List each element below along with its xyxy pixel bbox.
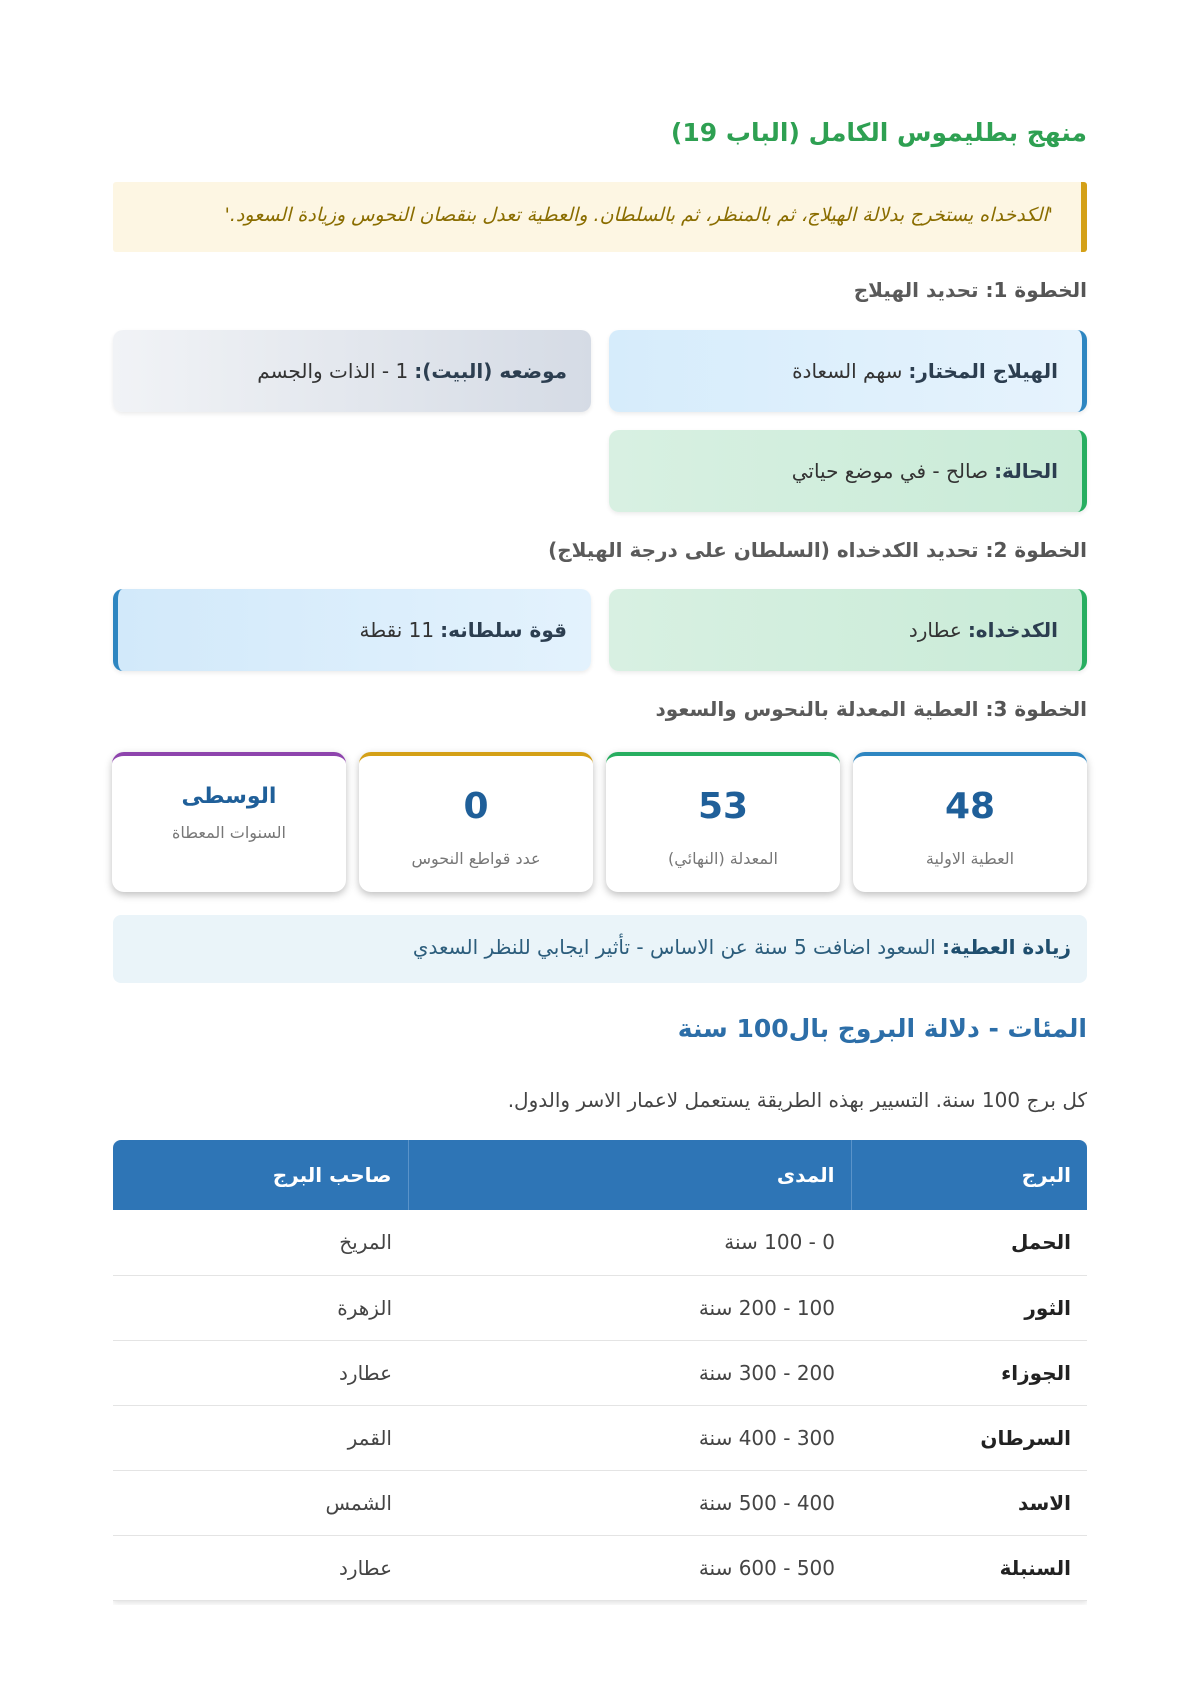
stat-caption: عدد قواطع النحوس xyxy=(411,849,541,868)
ruler-cell: القمر xyxy=(113,1405,408,1470)
sign-cell: الحمل xyxy=(851,1210,1087,1275)
range-cell: 500 - 600 سنة xyxy=(408,1535,851,1600)
gift-increase-note xyxy=(113,915,1087,983)
house-value: 1 - الذات والجسم xyxy=(257,359,409,383)
stat-initial-gift xyxy=(853,752,1087,892)
status-card xyxy=(609,430,1087,512)
kadkhudah-card xyxy=(609,589,1087,671)
table-row xyxy=(113,1210,1087,1275)
sign-cell: الثور xyxy=(851,1275,1087,1340)
house-label: موضعه (البيت): xyxy=(414,359,567,383)
power-label: قوة سلطانه: xyxy=(440,618,567,642)
step-label: الخطوة 3: xyxy=(985,697,1087,721)
stat-malefic-cutters xyxy=(359,752,593,892)
stat-caption: المعدلة (النهائي) xyxy=(668,849,778,868)
ruler-cell: عطارد xyxy=(113,1535,408,1600)
sign-cell: السنبلة xyxy=(851,1535,1087,1600)
stat-value: 53 xyxy=(697,786,749,827)
power-card xyxy=(113,589,591,671)
sign-cell: السرطان xyxy=(851,1405,1087,1470)
stat-value: 0 xyxy=(463,786,489,827)
step-text: العطية المعدلة بالنحوس والسعود xyxy=(655,697,979,721)
section-title: المئات - دلالة البروج بال100 سنة xyxy=(677,1014,1087,1043)
status-label: الحالة: xyxy=(994,459,1058,483)
step-text: تحديد الهيلاج xyxy=(853,278,979,302)
ruler-cell: عطارد xyxy=(113,1340,408,1405)
step-2-heading xyxy=(548,538,1087,562)
stat-value: الوسطى xyxy=(181,784,277,809)
range-cell: 200 - 300 سنة xyxy=(408,1340,851,1405)
status-value: صالح - في موضع حياتي xyxy=(791,459,989,483)
step-label: الخطوة 1: xyxy=(985,278,1087,302)
table-row xyxy=(113,1340,1087,1405)
range-cell: 100 - 200 سنة xyxy=(408,1275,851,1340)
page-title: منهج بطليموس الكامل (الباب 19) xyxy=(670,118,1087,147)
kadkhudah-value: عطارد xyxy=(908,618,962,642)
stat-caption: العطية الاولية xyxy=(925,849,1015,868)
section-paragraph: كل برج 100 سنة. التسيير بهذه الطريقة يستعمل لاعمار الاسر والدول. xyxy=(507,1088,1087,1112)
step-text: تحديد الكدخداه (السلطان على درجة الهيلاج) xyxy=(548,538,979,562)
step-3-heading xyxy=(655,697,1087,721)
signs-table xyxy=(113,1140,1087,1601)
note-text: السعود اضافت 5 سنة عن الاساس - تأثير ايجابي للنظر السعدي xyxy=(412,935,936,959)
ruler-cell: المريخ xyxy=(113,1210,408,1275)
ruler-cell: الشمس xyxy=(113,1470,408,1535)
range-cell: 300 - 400 سنة xyxy=(408,1405,851,1470)
hyleg-value: سهم السعادة xyxy=(792,359,903,383)
signs-table-wrapper xyxy=(113,1140,1087,1605)
step-label: الخطوة 2: xyxy=(985,538,1087,562)
stat-final-gift xyxy=(606,752,840,892)
column-header: البرج xyxy=(851,1140,1087,1210)
step-1-heading xyxy=(854,278,1087,302)
hyleg-card xyxy=(609,330,1087,412)
range-cell: 0 - 100 سنة xyxy=(408,1210,851,1275)
sign-cell: الجوزاء xyxy=(851,1340,1087,1405)
column-header: المدى xyxy=(408,1140,851,1210)
note-label: زيادة العطية: xyxy=(942,935,1071,959)
quote-block: 'الكدخداه يستخرج بدلالة الهيلاج، ثم بالمنظر، ثم بالسلطان. والعطية تعدل بنقصان النحوس وزيادة السعود.' xyxy=(113,182,1087,252)
table-row xyxy=(113,1405,1087,1470)
ruler-cell: الزهرة xyxy=(113,1275,408,1340)
table-row xyxy=(113,1535,1087,1600)
sign-cell: الاسد xyxy=(851,1470,1087,1535)
power-value: 11 نقطة xyxy=(359,618,435,642)
range-cell: 400 - 500 سنة xyxy=(408,1470,851,1535)
stat-caption: السنوات المعطاة xyxy=(172,823,286,842)
kadkhudah-label: الكدخداه: xyxy=(967,618,1058,642)
stat-value: 48 xyxy=(944,786,996,827)
stat-years-given xyxy=(112,752,346,892)
house-card xyxy=(113,330,591,412)
table-header-row xyxy=(113,1140,1087,1210)
column-header: صاحب البرج xyxy=(113,1140,408,1210)
table-row xyxy=(113,1470,1087,1535)
hyleg-label: الهيلاج المختار: xyxy=(908,359,1058,383)
table-row xyxy=(113,1275,1087,1340)
